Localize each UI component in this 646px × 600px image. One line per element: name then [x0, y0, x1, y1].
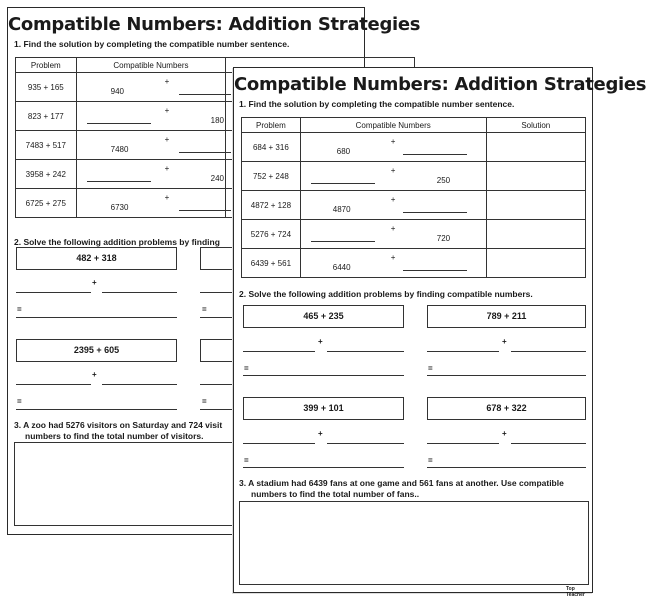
answer-line[interactable] — [427, 375, 586, 376]
table-row — [242, 191, 586, 220]
equals-sign: = — [202, 397, 207, 406]
problem-cell: 752 + 248 — [242, 162, 301, 191]
compatible-number: 180 — [210, 116, 224, 125]
answer-blank[interactable] — [179, 210, 231, 211]
answer-line[interactable] — [243, 351, 315, 352]
problem-cell: 684 + 316 — [242, 133, 301, 162]
question-3-prompt-cont: numbers to find the total number of visitors. — [25, 431, 204, 441]
equals-sign: = — [202, 305, 207, 314]
problem-cell: 5276 + 724 — [242, 220, 301, 249]
compatible-number: 680 — [336, 147, 351, 156]
problem-box: 399 + 101 — [243, 397, 404, 420]
problem-header: Problem — [16, 58, 77, 73]
compatible-numbers-table — [241, 117, 586, 278]
answer-line[interactable] — [16, 317, 177, 318]
answer-box[interactable] — [239, 501, 589, 585]
equals-sign: = — [244, 364, 249, 373]
solution-cell[interactable] — [486, 220, 585, 249]
table-row — [242, 220, 586, 249]
question-3-prompt: 3. A stadium had 6439 fans at one game and 561 fans at another. Use compatible — [239, 478, 564, 488]
problem-box: 2395 + 605 — [16, 339, 177, 362]
answer-line[interactable] — [243, 467, 404, 468]
problem-cell: 3958 + 242 — [16, 160, 77, 189]
plus-sign: + — [318, 337, 323, 346]
problem-cell: 6725 + 275 — [16, 189, 77, 218]
answer-line[interactable] — [243, 443, 315, 444]
equals-sign: = — [17, 397, 22, 406]
solution-cell[interactable] — [486, 162, 585, 191]
question-1-prompt: 1. Find the solution by completing the compatible number sentence. — [239, 99, 515, 109]
plus-sign: + — [164, 193, 170, 202]
answer-line[interactable] — [243, 375, 404, 376]
answer-line[interactable] — [427, 467, 586, 468]
plus-sign: + — [318, 429, 323, 438]
table-row — [242, 162, 586, 191]
compatible-header: Compatible Numbers — [300, 118, 486, 133]
compatible-number: 240 — [210, 174, 224, 183]
brand-logo: Top Teacher — [566, 586, 585, 598]
problem-box: 482 + 318 — [16, 247, 177, 270]
compatible-number: 940 — [110, 87, 124, 96]
plus-sign: + — [502, 429, 507, 438]
problem-cell: 6439 + 561 — [242, 249, 301, 278]
problem-cell: 7483 + 517 — [16, 131, 77, 160]
answer-line[interactable] — [102, 384, 177, 385]
question-3-prompt: 3. A zoo had 5276 visitors on Saturday and 724 visit — [14, 420, 223, 430]
compatible-number: 7480 — [110, 145, 129, 154]
worksheet-title: Compatible Numbers: Addition Strategies — [234, 74, 646, 95]
answer-line[interactable] — [327, 443, 404, 444]
plus-sign: + — [164, 135, 170, 144]
answer-line[interactable] — [102, 292, 177, 293]
plus-sign: + — [390, 253, 396, 262]
front-worksheet — [233, 67, 646, 598]
answer-line[interactable] — [327, 351, 404, 352]
answer-line[interactable] — [427, 351, 499, 352]
answer-blank[interactable] — [403, 154, 467, 155]
compatible-header: Compatible Numbers — [76, 58, 226, 73]
question-3-prompt-cont: numbers to find the total number of fans.. — [251, 489, 420, 499]
answer-blank[interactable] — [403, 212, 467, 213]
answer-line[interactable] — [16, 409, 177, 410]
compatible-number: 250 — [436, 176, 451, 185]
problem-cell: 935 + 165 — [16, 73, 77, 102]
answer-line[interactable] — [511, 443, 586, 444]
solution-cell[interactable] — [486, 191, 585, 220]
answer-blank[interactable] — [311, 241, 375, 242]
compatible-number: 4870 — [332, 205, 351, 214]
plus-sign: + — [390, 137, 396, 146]
problem-box: 678 + 322 — [427, 397, 586, 420]
problem-box: 789 + 211 — [427, 305, 586, 328]
answer-blank[interactable] — [311, 183, 375, 184]
equals-sign: = — [17, 305, 22, 314]
answer-line[interactable] — [511, 351, 586, 352]
answer-blank[interactable] — [87, 181, 151, 182]
plus-sign: + — [164, 77, 170, 86]
compatible-number: 6730 — [110, 203, 129, 212]
equals-sign: = — [244, 456, 249, 465]
plus-sign: + — [164, 164, 170, 173]
question-2-prompt: 2. Solve the following addition problems by finding — [14, 237, 220, 247]
plus-sign: + — [164, 106, 170, 115]
plus-sign: + — [92, 278, 97, 287]
answer-blank[interactable] — [87, 123, 151, 124]
worksheet-title: Compatible Numbers: Addition Strategies — [8, 14, 421, 35]
question-1-prompt: 1. Find the solution by completing the compatible number sentence. — [14, 39, 290, 49]
equals-sign: = — [428, 456, 433, 465]
answer-blank[interactable] — [179, 94, 231, 95]
solution-cell[interactable] — [486, 133, 585, 162]
plus-sign: + — [502, 337, 507, 346]
problem-cell: 4872 + 128 — [242, 191, 301, 220]
problem-box: 465 + 235 — [243, 305, 404, 328]
compatible-number: 720 — [436, 234, 451, 243]
problem-cell: 823 + 177 — [16, 102, 77, 131]
equals-sign: = — [428, 364, 433, 373]
problem-header: Problem — [242, 118, 301, 133]
answer-line[interactable] — [16, 384, 91, 385]
table-row — [242, 133, 586, 162]
solution-cell[interactable] — [486, 249, 585, 278]
answer-line[interactable] — [16, 292, 91, 293]
plus-sign: + — [92, 370, 97, 379]
plus-sign: + — [390, 224, 396, 233]
question-2-prompt: 2. Solve the following addition problems by finding compatible numbers. — [239, 289, 533, 299]
compatible-number: 6440 — [332, 263, 351, 272]
solution-header: Solution — [486, 118, 585, 133]
plus-sign: + — [390, 195, 396, 204]
answer-line[interactable] — [427, 443, 499, 444]
answer-blank[interactable] — [179, 152, 231, 153]
answer-blank[interactable] — [403, 270, 467, 271]
plus-sign: + — [390, 166, 396, 175]
table-row — [242, 249, 586, 278]
